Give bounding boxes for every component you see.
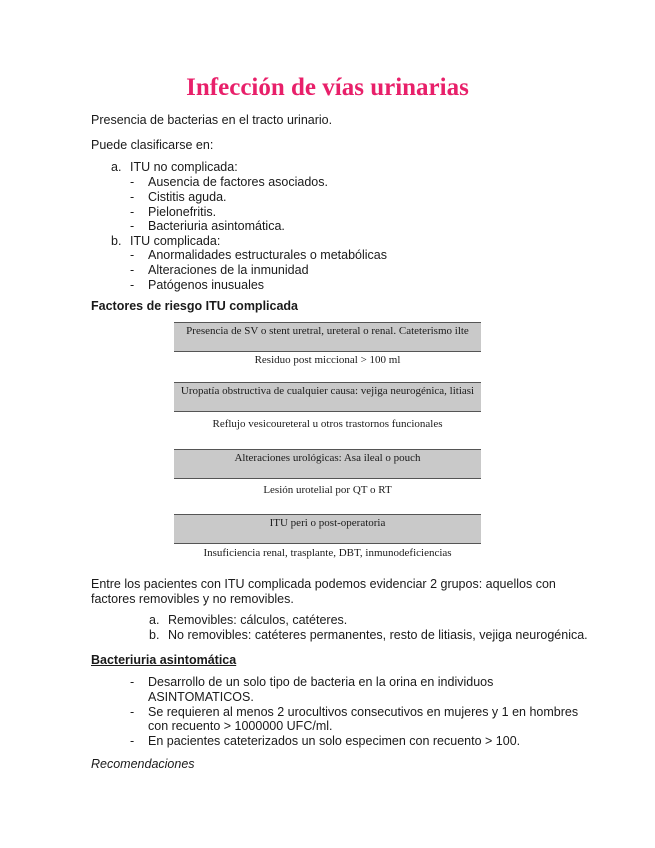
- list-item: - Pielonefritis.: [130, 205, 217, 219]
- bacteriuria-heading: Bacteriuria asintomática: [91, 653, 237, 667]
- list-item: - Alteraciones de la inmunidad: [130, 263, 309, 277]
- risk-factor-row: Residuo post miccional > 100 ml: [254, 354, 401, 366]
- intro-paragraph: Presencia de bacterias en el tracto urinario.: [91, 113, 333, 127]
- groups-intro-line-2: factores removibles y no removibles.: [91, 592, 294, 606]
- list-item: - Bacteriuria asintomática.: [130, 219, 285, 233]
- list-item: - Se requieren al menos 2 urocultivos consecutivos en mujeres y 1 en hombres: [130, 705, 579, 719]
- risk-factor-row: Insuficiencia renal, trasplante, DBT, inmunodeficiencias: [203, 547, 452, 559]
- list-item: - Cistitis aguda.: [130, 190, 227, 204]
- risk-factor-row: ITU peri o post-operatoria: [174, 514, 481, 544]
- list-item: b. ITU complicada:: [111, 234, 221, 248]
- groups-intro-line-1: Entre los pacientes con ITU complicada podemos evidenciar 2 grupos: aquellos con: [91, 577, 556, 591]
- list-item: - Desarrollo de un solo tipo de bacteria en la orina en individuos: [130, 675, 494, 689]
- risk-factor-row: Lesión urotelial por QT o RT: [263, 484, 392, 496]
- list-item: a. ITU no complicada:: [111, 160, 238, 174]
- risk-factor-row: Reflujo vesicoureteral u otros trastornos funcionales: [212, 418, 443, 430]
- list-item: - Anormalidades estructurales o metabólicas: [130, 248, 388, 262]
- list-item: - En pacientes cateterizados un solo especimen con recuento > 100.: [130, 734, 521, 748]
- list-item-continuation: ASINTOMATICOS.: [148, 690, 254, 704]
- risk-factors-heading: Factores de riesgo ITU complicada: [91, 299, 299, 313]
- risk-factor-row: Alteraciones urológicas: Asa ileal o pouch: [174, 449, 481, 479]
- list-item-continuation: con recuento > 1000000 UFC/ml.: [148, 719, 333, 733]
- recommendations-heading: Recomendaciones: [91, 757, 195, 771]
- page-title: Infección de vías urinarias: [186, 74, 469, 101]
- list-item: a. Removibles: cálculos, catéteres.: [149, 613, 348, 627]
- risk-factor-row: Presencia de SV o stent uretral, ureteral o renal. Cateterismo ilte: [174, 322, 481, 352]
- list-item: - Ausencia de factores asociados.: [130, 175, 328, 189]
- classification-intro: Puede clasificarse en:: [91, 138, 214, 152]
- list-item: b. No removibles: catéteres permanentes, resto de litiasis, vejiga neurogénica.: [149, 628, 588, 642]
- risk-factor-row: Uropatía obstructiva de cualquier causa: vejiga neurogénica, litiasi: [174, 382, 481, 412]
- list-item: - Patógenos inusuales: [130, 278, 265, 292]
